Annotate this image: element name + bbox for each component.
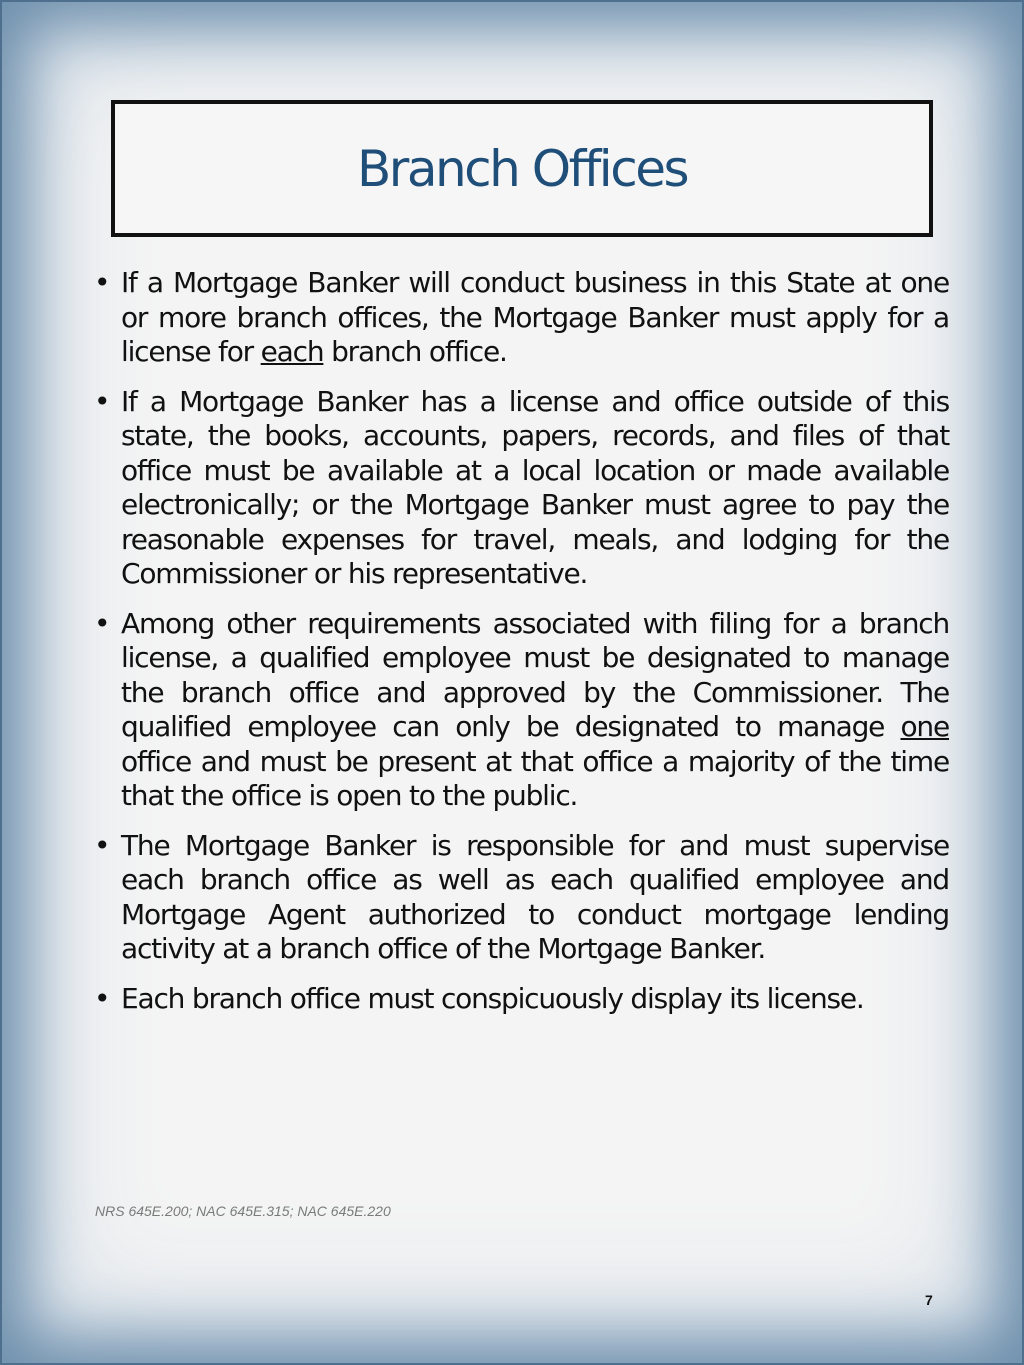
bullet-text: office and must be present at that office a majority of the time that the office is open to the public. bbox=[121, 744, 949, 812]
bullet-text: If a Mortgage Banker will conduct business in this State at one or more branch offices, the Mortgage Banker must apply for a license for bbox=[121, 266, 949, 368]
bullet-icon: • bbox=[94, 606, 110, 640]
title-box bbox=[111, 100, 933, 237]
bullet-icon: • bbox=[94, 981, 110, 1015]
slide-title: Branch Offices bbox=[356, 139, 687, 198]
bullet-text: branch office. bbox=[323, 335, 507, 368]
bullet-list bbox=[94, 266, 949, 1016]
bullet-icon: • bbox=[94, 384, 110, 418]
bullet-qualified-employee bbox=[94, 607, 949, 814]
bullet-display-license bbox=[94, 982, 949, 1017]
bullet-text: The Mortgage Banker is responsible for and must supervise each branch office as well as each qualified employee and Mortgage Agent authorized to conduct mortgage lending activity at a branch office of the Mortgage Banker. bbox=[121, 828, 949, 965]
emphasis-each: each bbox=[260, 335, 324, 368]
bullet-out-of-state-records bbox=[94, 385, 949, 592]
page-number: 7 bbox=[925, 1292, 933, 1308]
bullet-icon: • bbox=[94, 266, 110, 299]
bullet-branch-license bbox=[94, 266, 949, 370]
emphasis-one: one bbox=[900, 710, 949, 743]
bullet-text: If a Mortgage Banker has a license and office outside of this state, the books, accounts, papers, records, and files of that office must be available at a local location or made available electronically; or the Mortgage Banker must agree to pay the reasonable expenses for travel, meals, and lodging for the Commissioner or his representative. bbox=[121, 384, 949, 590]
citation: NRS 645E.200; NAC 645E.315; NAC 645E.220 bbox=[95, 1203, 391, 1219]
bullet-text: Each branch office must conspicuously display its license. bbox=[121, 981, 864, 1015]
slide-content bbox=[94, 266, 949, 1031]
bullet-icon: • bbox=[94, 828, 110, 862]
bullet-text: Among other requirements associated with filing for a branch license, a qualified employee must be designated to manage the branch office and approved by the Commissioner. The qualified employee can only be designated to manage bbox=[121, 606, 949, 743]
bullet-supervision bbox=[94, 829, 949, 967]
